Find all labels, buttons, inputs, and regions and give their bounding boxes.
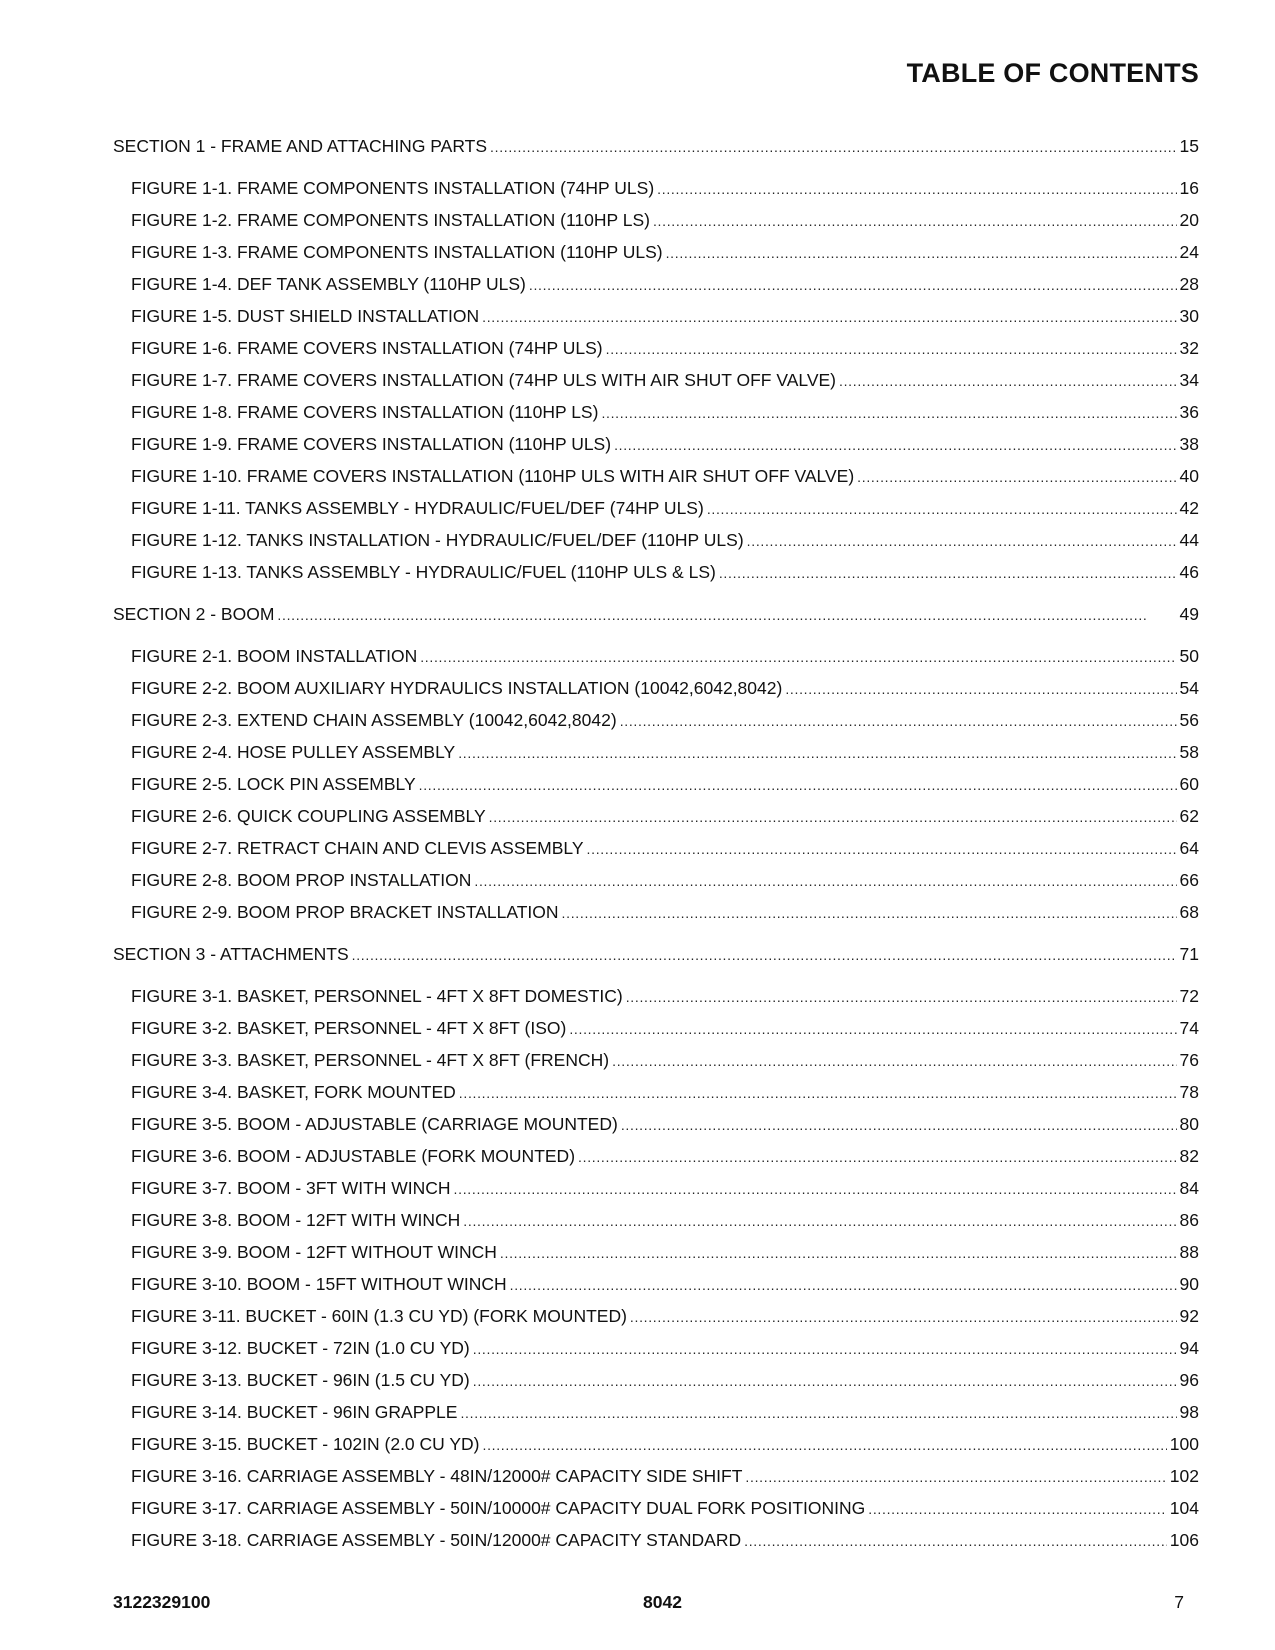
toc-figure-entry[interactable] [113, 1268, 1199, 1300]
toc-entry-page-number: 50 [1179, 646, 1199, 666]
toc-figure-entry[interactable] [113, 1076, 1199, 1108]
toc-entry-page-number: 88 [1179, 1242, 1199, 1262]
toc-entry-page-number: 54 [1179, 678, 1199, 698]
toc-figure-entry[interactable] [113, 1204, 1199, 1236]
toc-dot-leader [785, 673, 1176, 705]
toc-dot-leader [601, 397, 1176, 429]
toc-entry-label: FIGURE 1-8. FRAME COVERS INSTALLATION (110HP LS) [131, 402, 599, 422]
toc-dot-leader [454, 1173, 1177, 1205]
toc-dot-leader [458, 737, 1176, 769]
toc-entry-page-number: 62 [1179, 806, 1199, 826]
toc-figure-entry[interactable] [113, 1492, 1199, 1524]
toc-entry-label: SECTION 3 - ATTACHMENTS [113, 944, 349, 964]
toc-entry-label: FIGURE 2-5. LOCK PIN ASSEMBLY [131, 774, 416, 794]
toc-entry-label: FIGURE 1-7. FRAME COVERS INSTALLATION (74HP ULS WITH AIR SHUT OFF VALVE) [131, 370, 836, 390]
toc-figure-entry[interactable] [113, 204, 1199, 236]
toc-entry-page-number: 46 [1179, 562, 1199, 582]
toc-dot-leader [626, 981, 1177, 1013]
toc-figure-entry[interactable] [113, 1300, 1199, 1332]
toc-figure-entry[interactable] [113, 864, 1199, 896]
toc-figure-entry[interactable] [113, 236, 1199, 268]
toc-entry-label: FIGURE 1-9. FRAME COVERS INSTALLATION (110HP ULS) [131, 434, 612, 454]
toc-figure-entry[interactable] [113, 1460, 1199, 1492]
toc-entry-page-number: 92 [1179, 1306, 1199, 1326]
toc-dot-leader [489, 801, 1177, 833]
toc-figure-entry[interactable] [113, 428, 1199, 460]
toc-dot-leader [569, 1013, 1176, 1045]
page-footer [113, 1592, 1199, 1616]
toc-figure-entry[interactable] [113, 736, 1199, 768]
toc-figure-entry[interactable] [113, 1044, 1199, 1076]
toc-entry-page-number: 98 [1179, 1402, 1199, 1422]
toc-figure-entry[interactable] [113, 800, 1199, 832]
toc-entry-page-number: 78 [1179, 1082, 1199, 1102]
toc-entry-page-number: 94 [1179, 1338, 1199, 1358]
toc-entry-page-number: 56 [1179, 710, 1199, 730]
toc-dot-leader [621, 1109, 1177, 1141]
toc-entry-page-number: 84 [1179, 1178, 1199, 1198]
toc-entry-label: FIGURE 3-17. CARRIAGE ASSEMBLY - 50IN/10000# CAPACITY DUAL FORK POSITIONING [131, 1498, 866, 1518]
toc-dot-leader [587, 833, 1177, 865]
toc-entry-page-number: 58 [1179, 742, 1199, 762]
toc-entry-page-number: 72 [1179, 986, 1199, 1006]
toc-figure-entry[interactable] [113, 524, 1199, 556]
toc-entry-label: FIGURE 2-3. EXTEND CHAIN ASSEMBLY (10042,6042,8042) [131, 710, 617, 730]
toc-entry-page-number: 102 [1169, 1466, 1199, 1486]
toc-dot-leader [562, 897, 1177, 929]
toc-dot-leader [745, 1461, 1166, 1493]
page-title: TABLE OF CONTENTS [906, 58, 1199, 88]
toc-entry-label: FIGURE 3-9. BOOM - 12FT WITHOUT WINCH [131, 1242, 497, 1262]
toc-dot-leader [510, 1269, 1177, 1301]
toc-figure-entry[interactable] [113, 896, 1199, 928]
toc-figure-entry[interactable] [113, 1364, 1199, 1396]
toc-dot-leader [657, 173, 1176, 205]
toc-figure-entry[interactable] [113, 492, 1199, 524]
toc-entry-page-number: 28 [1179, 274, 1199, 294]
toc-entry-label: FIGURE 3-12. BUCKET - 72IN (1.0 CU YD) [131, 1338, 470, 1358]
toc-figure-entry[interactable] [113, 364, 1199, 396]
toc-entry-page-number: 76 [1179, 1050, 1199, 1070]
toc-figure-entry[interactable] [113, 832, 1199, 864]
toc-dot-leader [857, 461, 1176, 493]
toc-dot-leader [463, 1205, 1176, 1237]
toc-entry-label: FIGURE 2-7. RETRACT CHAIN AND CLEVIS ASSEMBLY [131, 838, 584, 858]
toc-entry-page-number: 24 [1179, 242, 1199, 262]
toc-entry-label: FIGURE 3-5. BOOM - ADJUSTABLE (CARRIAGE MOUNTED) [131, 1114, 618, 1134]
toc-entry-page-number: 74 [1179, 1018, 1199, 1038]
toc-dot-leader [474, 865, 1176, 897]
toc-entry-label: FIGURE 1-6. FRAME COVERS INSTALLATION (74HP ULS) [131, 338, 603, 358]
toc-figure-entry[interactable] [113, 1012, 1199, 1044]
toc-dot-leader [482, 301, 1176, 333]
toc-dot-leader [839, 365, 1177, 397]
toc-dot-leader [473, 1365, 1177, 1397]
toc-entry-label: SECTION 1 - FRAME AND ATTACHING PARTS [113, 136, 488, 156]
toc-entry-page-number: 40 [1179, 466, 1199, 486]
toc-dot-leader [500, 1237, 1177, 1269]
toc-entry-page-number: 86 [1179, 1210, 1199, 1230]
toc-dot-leader [352, 939, 1177, 971]
toc-dot-leader [620, 705, 1177, 737]
toc-entry-label: FIGURE 1-2. FRAME COMPONENTS INSTALLATION (110HP LS) [131, 210, 650, 230]
toc-figure-entry[interactable] [113, 1396, 1199, 1428]
toc-figure-entry[interactable] [113, 704, 1199, 736]
toc-dot-leader [578, 1141, 1177, 1173]
toc-entry-label: FIGURE 3-8. BOOM - 12FT WITH WINCH [131, 1210, 461, 1230]
toc-entry-page-number: 36 [1179, 402, 1199, 422]
toc-dot-leader [459, 1077, 1177, 1109]
toc-entry-page-number: 64 [1179, 838, 1199, 858]
toc-figure-entry[interactable] [113, 332, 1199, 364]
toc-figure-entry[interactable] [113, 672, 1199, 704]
toc-entry-page-number: 82 [1179, 1146, 1199, 1166]
toc-entry-label: FIGURE 3-2. BASKET, PERSONNEL - 4FT X 8FT (ISO) [131, 1018, 567, 1038]
toc-entry-label: FIGURE 3-1. BASKET, PERSONNEL - 4FT X 8FT DOMESTIC) [131, 986, 623, 1006]
table-of-contents [113, 130, 1199, 1556]
toc-figure-entry[interactable] [113, 1332, 1199, 1364]
toc-dot-leader [460, 1397, 1176, 1429]
toc-entry-label: FIGURE 3-13. BUCKET - 96IN (1.5 CU YD) [131, 1370, 470, 1390]
toc-entry-page-number: 68 [1179, 902, 1199, 922]
toc-figure-entry[interactable] [113, 300, 1199, 332]
toc-dot-leader [482, 1429, 1166, 1461]
toc-entry-label: FIGURE 1-12. TANKS INSTALLATION - HYDRAULIC/FUEL/DEF (110HP ULS) [131, 530, 744, 550]
toc-entry-label: FIGURE 1-10. FRAME COVERS INSTALLATION (110HP ULS WITH AIR SHUT OFF VALVE) [131, 466, 855, 486]
toc-entry-label: FIGURE 3-6. BOOM - ADJUSTABLE (FORK MOUNTED) [131, 1146, 576, 1166]
toc-figure-entry[interactable] [113, 172, 1199, 204]
toc-entry-label: FIGURE 2-2. BOOM AUXILIARY HYDRAULICS INSTALLATION (10042,6042,8042) [131, 678, 783, 698]
toc-dot-leader [744, 1525, 1167, 1557]
toc-figure-entry[interactable] [113, 1524, 1199, 1556]
toc-entry-label: SECTION 2 - BOOM [113, 604, 275, 624]
toc-entry-page-number: 66 [1179, 870, 1199, 890]
toc-entry-page-number: 38 [1179, 434, 1199, 454]
toc-dot-leader [612, 1045, 1176, 1077]
toc-entry-page-number: 34 [1179, 370, 1199, 390]
toc-dot-leader [490, 131, 1177, 163]
toc-entry-label: FIGURE 1-11. TANKS ASSEMBLY - HYDRAULIC/FUEL/DEF (74HP ULS) [131, 498, 704, 518]
toc-entry-label: FIGURE 2-9. BOOM PROP BRACKET INSTALLATION [131, 902, 559, 922]
toc-entry-label: FIGURE 3-4. BASKET, FORK MOUNTED [131, 1082, 456, 1102]
toc-figure-entry[interactable] [113, 1108, 1199, 1140]
toc-entry-page-number: 71 [1179, 944, 1199, 964]
toc-entry-page-number: 90 [1179, 1274, 1199, 1294]
toc-dot-leader [707, 493, 1177, 525]
toc-section-entry[interactable] [113, 938, 1199, 970]
toc-entry-label: FIGURE 1-3. FRAME COMPONENTS INSTALLATION (110HP ULS) [131, 242, 663, 262]
toc-entry-label: FIGURE 1-1. FRAME COMPONENTS INSTALLATION (74HP ULS) [131, 178, 655, 198]
footer-page-number: 7 [1174, 1592, 1184, 1612]
toc-entry-page-number: 30 [1179, 306, 1199, 326]
toc-dot-leader [614, 429, 1176, 461]
toc-entry-page-number: 42 [1179, 498, 1199, 518]
toc-dot-leader [420, 641, 1176, 673]
toc-entry-label: FIGURE 3-15. BUCKET - 102IN (2.0 CU YD) [131, 1434, 480, 1454]
toc-entry-label: FIGURE 3-16. CARRIAGE ASSEMBLY - 48IN/12000# CAPACITY SIDE SHIFT [131, 1466, 743, 1486]
toc-entry-page-number: 60 [1179, 774, 1199, 794]
toc-entry-page-number: 44 [1179, 530, 1199, 550]
toc-entry-label: FIGURE 3-14. BUCKET - 96IN GRAPPLE [131, 1402, 458, 1422]
toc-entry-page-number: 80 [1179, 1114, 1199, 1134]
toc-figure-entry[interactable] [113, 640, 1199, 672]
toc-figure-entry[interactable] [113, 268, 1199, 300]
toc-dot-leader [719, 557, 1177, 589]
toc-entry-label: FIGURE 1-4. DEF TANK ASSEMBLY (110HP ULS) [131, 274, 526, 294]
toc-dot-leader [653, 205, 1177, 237]
toc-dot-leader [666, 237, 1177, 269]
footer-model-number: 8042 [643, 1592, 682, 1612]
toc-entry-page-number: 49 [1179, 604, 1199, 624]
toc-dot-leader [747, 525, 1177, 557]
toc-entry-label: FIGURE 1-13. TANKS ASSEMBLY - HYDRAULIC/FUEL (110HP ULS & LS) [131, 562, 716, 582]
toc-entry-label: FIGURE 3-11. BUCKET - 60IN (1.3 CU YD) (FORK MOUNTED) [131, 1306, 627, 1326]
toc-entry-page-number: 104 [1169, 1498, 1199, 1518]
toc-figure-entry[interactable] [113, 768, 1199, 800]
toc-entry-page-number: 32 [1179, 338, 1199, 358]
toc-dot-leader [630, 1301, 1177, 1333]
toc-entry-page-number: 100 [1169, 1434, 1199, 1454]
toc-entry-label: FIGURE 3-10. BOOM - 15FT WITHOUT WINCH [131, 1274, 507, 1294]
toc-section-entry[interactable] [113, 598, 1199, 630]
toc-entry-page-number: 16 [1179, 178, 1199, 198]
toc-entry-page-number: 20 [1179, 210, 1199, 230]
toc-entry-label: FIGURE 3-7. BOOM - 3FT WITH WINCH [131, 1178, 451, 1198]
toc-entry-label: FIGURE 2-1. BOOM INSTALLATION [131, 646, 418, 666]
toc-entry-label: FIGURE 2-4. HOSE PULLEY ASSEMBLY [131, 742, 456, 762]
toc-entry-page-number: 15 [1179, 136, 1199, 156]
toc-entry-label: FIGURE 1-5. DUST SHIELD INSTALLATION [131, 306, 480, 326]
toc-figure-entry[interactable] [113, 396, 1199, 428]
toc-entry-label: FIGURE 2-6. QUICK COUPLING ASSEMBLY [131, 806, 486, 826]
toc-figure-entry[interactable] [113, 460, 1199, 492]
toc-entry-label: FIGURE 3-3. BASKET, PERSONNEL - 4FT X 8FT (FRENCH) [131, 1050, 610, 1070]
toc-dot-leader [529, 269, 1177, 301]
toc-entry-page-number: 96 [1179, 1370, 1199, 1390]
toc-figure-entry[interactable] [113, 1140, 1199, 1172]
toc-entry-label: FIGURE 3-18. CARRIAGE ASSEMBLY - 50IN/12000# CAPACITY STANDARD [131, 1530, 742, 1550]
toc-dot-leader [606, 333, 1177, 365]
toc-dot-leader [473, 1333, 1177, 1365]
toc-dot-leader [419, 769, 1177, 801]
toc-section-entry[interactable] [113, 130, 1199, 162]
toc-figure-entry[interactable] [113, 1428, 1199, 1460]
footer-document-number: 3122329100 [113, 1592, 211, 1612]
toc-figure-entry[interactable] [113, 980, 1199, 1012]
toc-entry-page-number: 106 [1169, 1530, 1199, 1550]
toc-figure-entry[interactable] [113, 1172, 1199, 1204]
toc-figure-entry[interactable] [113, 1236, 1199, 1268]
toc-entry-label: FIGURE 2-8. BOOM PROP INSTALLATION [131, 870, 472, 890]
toc-dot-leader [868, 1493, 1167, 1525]
toc-figure-entry[interactable] [113, 556, 1199, 588]
toc-dot-leader [277, 599, 1176, 631]
